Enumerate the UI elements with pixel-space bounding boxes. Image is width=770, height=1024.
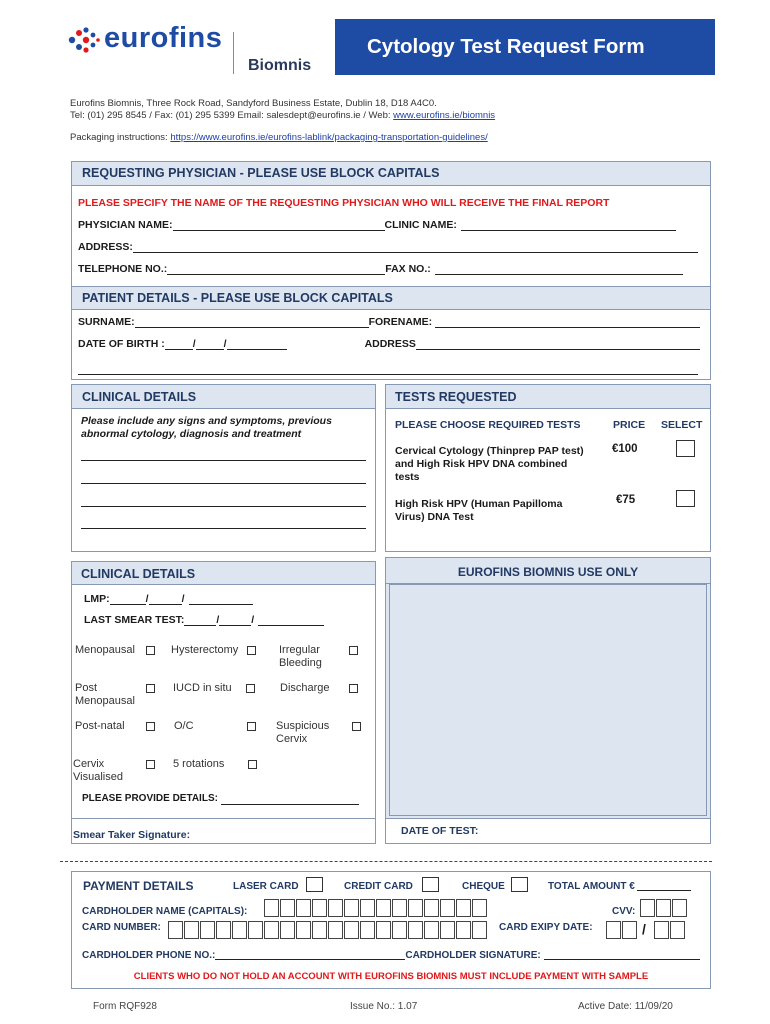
last-smear-label: LAST SMEAR TEST:: [84, 614, 185, 626]
test-item-1-name: Cervical Cytology (Thinprep PAP test) and High Risk HPV DNA combined tests: [395, 445, 584, 483]
contact-tel-fax-email: Tel: (01) 295 8545 / Fax: (01) 295 5399 Email: salesdept@eurofins.ie / Web:: [70, 110, 391, 121]
cardholder-phone-row: [82, 950, 700, 961]
test-item-2-checkbox[interactable]: [676, 490, 695, 507]
cardholder-phone-label: CARDHOLDER PHONE NO.:: [82, 950, 216, 961]
physician-name-row: [78, 219, 698, 231]
physician-phone-row: [78, 263, 698, 275]
lmp-label: LMP:: [84, 593, 110, 605]
last-smear-month-field[interactable]: [219, 614, 251, 626]
dob-year-field[interactable]: [227, 338, 287, 350]
test-item-2-price: €75: [616, 494, 636, 506]
surname-field[interactable]: [135, 316, 369, 328]
cut-line: [60, 861, 712, 862]
logo-subtitle: Biomnis: [248, 57, 312, 74]
patient-address-field-2[interactable]: [78, 363, 698, 375]
title-banner: [335, 19, 715, 75]
payment-heading: PAYMENT DETAILS: [83, 879, 194, 893]
provide-details-row: [82, 793, 359, 805]
clinical-line-3[interactable]: [81, 495, 366, 507]
fax-field[interactable]: [435, 263, 683, 275]
provide-details-field[interactable]: [221, 793, 359, 805]
test-item-1-checkbox[interactable]: [676, 440, 695, 457]
forename-field[interactable]: [435, 316, 700, 328]
website-link[interactable]: www.eurofins.ie/biomnis: [393, 110, 496, 121]
cardholder-signature-field[interactable]: [544, 950, 700, 960]
total-amount-row: [548, 881, 691, 892]
laser-card-checkbox[interactable]: [306, 877, 323, 892]
date-of-test-label: DATE OF TEST:: [401, 825, 479, 837]
contact-address: Eurofins Biomnis, Three Rock Road, Sandyford Business Estate, Dublin 18, D18 A4C0.: [70, 98, 437, 109]
option-post-natal: Post-natal: [75, 720, 125, 732]
card-number-cells[interactable]: [168, 921, 488, 939]
eurofins-logo: [66, 22, 256, 62]
clinic-name-label: CLINIC NAME:: [384, 219, 457, 231]
checkbox-irregular-bleeding[interactable]: [349, 646, 358, 655]
checkbox-oc[interactable]: [247, 722, 256, 731]
lmp-month-field[interactable]: [149, 593, 182, 605]
contact-line: [70, 110, 495, 121]
cardholder-phone-field[interactable]: [215, 950, 405, 960]
dob-label: DATE OF BIRTH :: [78, 338, 165, 350]
surname-label: SURNAME:: [78, 316, 135, 328]
cardholder-signature-label: CARDHOLDER SIGNATURE:: [405, 950, 541, 961]
physician-address-label: ADDRESS:: [78, 241, 133, 253]
laser-card-label: LASER CARD: [233, 881, 299, 892]
tests-col-test: PLEASE CHOOSE REQUIRED TESTS: [395, 419, 581, 431]
clinical-line-2[interactable]: [81, 472, 366, 484]
patient-address-label: ADDRESS: [364, 338, 416, 350]
logo-dots-icon: [66, 26, 100, 54]
checkbox-post-natal[interactable]: [146, 722, 155, 731]
packaging-link[interactable]: https://www.eurofins.ie/eurofins-lablink/packaging-transportation-guidelines/: [170, 132, 488, 143]
cheque-checkbox[interactable]: [511, 877, 528, 892]
option-5-rotations: 5 rotations: [173, 758, 225, 770]
tests-col-price: PRICE: [613, 419, 646, 431]
smear-taker-signature-label: Smear Taker Signature:: [73, 829, 191, 841]
clinical-line-1[interactable]: [81, 449, 366, 461]
packaging-line: [70, 132, 488, 143]
physician-address-row: [78, 241, 698, 253]
checkbox-hysterectomy[interactable]: [247, 646, 256, 655]
cardholder-name-label: CARDHOLDER NAME (CAPITALS):: [82, 906, 248, 917]
dob-day-field[interactable]: [165, 338, 193, 350]
physician-name-label: PHYSICIAN NAME:: [78, 219, 173, 231]
expiry-separator: /: [642, 921, 646, 937]
checkbox-cervix-visualised[interactable]: [146, 760, 155, 769]
logo-text: eurofins: [104, 22, 223, 54]
credit-card-label: CREDIT CARD: [344, 881, 413, 892]
option-menopausal: Menopausal: [75, 644, 135, 656]
footer-form-number: Form RQF928: [93, 1001, 157, 1012]
cardholder-name-cells[interactable]: [264, 899, 488, 917]
credit-card-checkbox[interactable]: [422, 877, 439, 892]
option-iucd: IUCD in situ: [173, 682, 232, 694]
logo-divider: [233, 32, 234, 74]
option-cervix-visualised: Cervix Visualised: [73, 758, 123, 783]
forename-label: FORENAME:: [368, 316, 433, 328]
tests-heading: TESTS REQUESTED: [385, 384, 711, 409]
use-only-heading: EUROFINS BIOMNIS USE ONLY: [457, 565, 639, 579]
option-oc: O/C: [174, 720, 194, 732]
provide-details-label: PLEASE PROVIDE DETAILS:: [82, 793, 218, 804]
last-smear-year-field[interactable]: [258, 614, 324, 626]
patient-dob-row: DATE OF BIRTH : / / ADDRESS: [78, 338, 700, 350]
footer-active-date: Active Date: 11/09/20: [578, 1001, 673, 1012]
expiry-month-cells[interactable]: [606, 921, 638, 939]
checkbox-iucd[interactable]: [246, 684, 255, 693]
clinical-bottom-heading: CLINICAL DETAILS: [71, 561, 376, 585]
patient-address-field[interactable]: [416, 338, 700, 350]
cvv-label: CVV:: [612, 906, 636, 917]
checkbox-menopausal[interactable]: [146, 646, 155, 655]
cheque-label: CHEQUE: [462, 881, 505, 892]
card-number-label: CARD NUMBER:: [82, 922, 161, 933]
clinical-instruction: Please include any signs and symptoms, previous abnormal cytology, diagnosis and treatment: [81, 415, 332, 440]
tests-col-select: SELECT: [661, 419, 703, 431]
telephone-field[interactable]: [167, 263, 385, 275]
packaging-label: Packaging instructions:: [70, 132, 168, 143]
telephone-label: TELEPHONE NO.:: [78, 263, 168, 275]
lmp-day-field[interactable]: [110, 593, 146, 605]
option-suspicious-cervix: Suspicious Cervix: [276, 720, 330, 745]
total-amount-label: TOTAL AMOUNT €: [548, 881, 635, 892]
clinical-top-heading: CLINICAL DETAILS: [71, 384, 376, 409]
payment-notice: CLIENTS WHO DO NOT HOLD AN ACCOUNT WITH EUROFINS BIOMNIS MUST INCLUDE PAYMENT WITH SAMPLE: [133, 971, 649, 982]
expiry-year-cells[interactable]: [654, 921, 686, 939]
total-amount-field[interactable]: [637, 881, 691, 891]
patient-name-row: [78, 316, 700, 328]
clinical-line-4[interactable]: [81, 517, 366, 529]
test-item-1-price: €100: [612, 443, 638, 455]
fax-label: FAX NO.:: [385, 263, 431, 275]
lmp-year-field[interactable]: [189, 593, 253, 605]
expiry-label: CARD EXIPY DATE:: [499, 922, 593, 933]
checkbox-discharge[interactable]: [349, 684, 358, 693]
last-smear-day-field[interactable]: [184, 614, 216, 626]
dob-month-field[interactable]: [196, 338, 224, 350]
physician-name-field[interactable]: [173, 219, 385, 231]
checkbox-suspicious-cervix[interactable]: [352, 722, 361, 731]
physician-notice: PLEASE SPECIFY THE NAME OF THE REQUESTING PHYSICIAN WHO WILL RECEIVE THE FINAL REPORT: [78, 197, 610, 209]
patient-heading: PATIENT DETAILS - PLEASE USE BLOCK CAPITALS: [71, 286, 711, 310]
option-post-menopausal: Post Menopausal: [75, 682, 135, 707]
last-smear-row: LAST SMEAR TEST: / /: [84, 614, 324, 626]
checkbox-5-rotations[interactable]: [248, 760, 257, 769]
checkbox-post-menopausal[interactable]: [146, 684, 155, 693]
cvv-cells[interactable]: [640, 899, 688, 917]
use-only-inner: [389, 584, 707, 816]
option-hysterectomy: Hysterectomy: [171, 644, 239, 656]
page-title: Cytology Test Request Form: [367, 35, 645, 58]
test-item-2-name: High Risk HPV (Human Papilloma Virus) DNA Test: [395, 498, 563, 523]
physician-address-field[interactable]: [133, 241, 698, 253]
physician-heading: REQUESTING PHYSICIAN - PLEASE USE BLOCK CAPITALS: [71, 161, 711, 186]
option-irregular-bleeding: Irregular Bleeding: [279, 644, 322, 669]
option-discharge: Discharge: [280, 682, 330, 694]
lmp-row: LMP: / /: [84, 593, 253, 605]
footer-issue-number: Issue No.: 1.07: [350, 1001, 418, 1012]
clinic-name-field[interactable]: [461, 219, 676, 231]
